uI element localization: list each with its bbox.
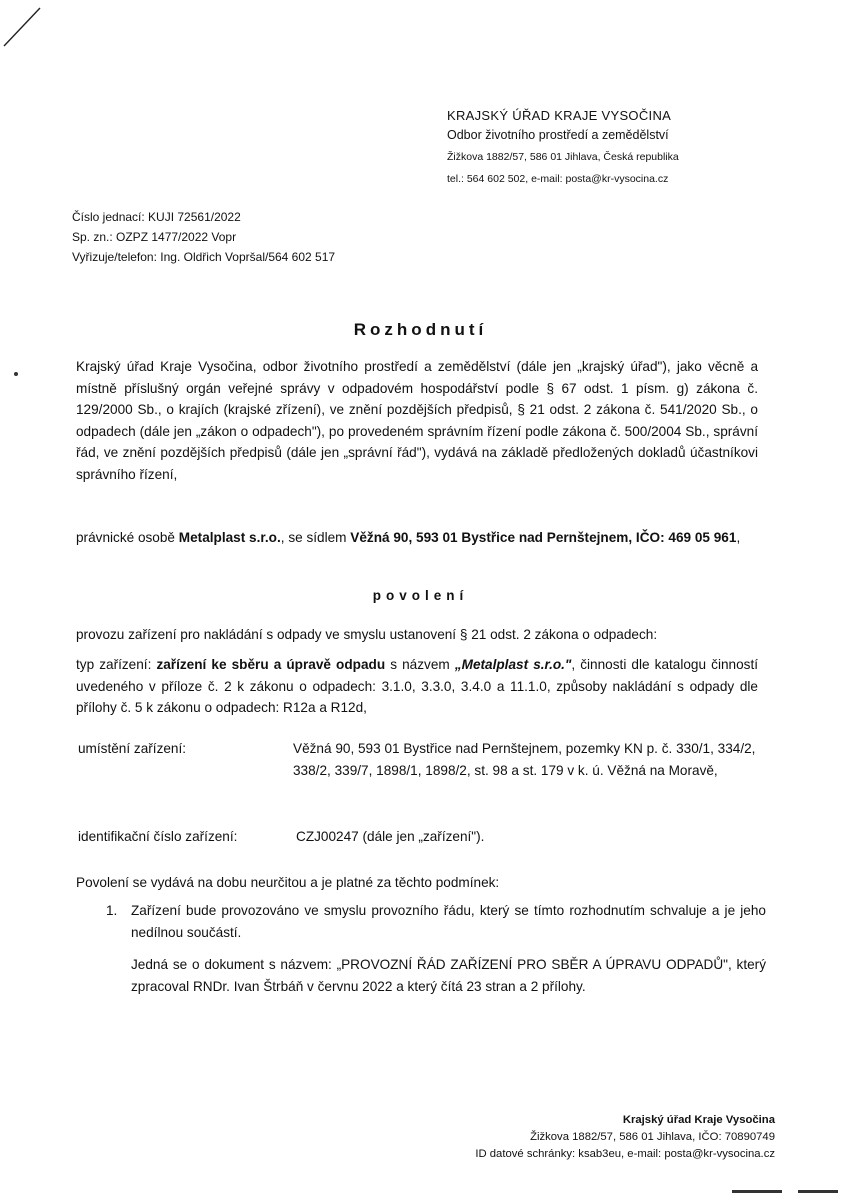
facility-name: „Metalplast s.r.o." [454,657,572,672]
recipient-seat: Věžná 90, 593 01 Bystřice nad Pernštejnem, [350,530,633,545]
conditions-list [106,900,766,1008]
reference-number: Číslo jednací: KUJI 72561/2022 [72,210,241,224]
condition-text: Zařízení bude provozováno ve smyslu provozního řádu, který se tímto rozhodnutím schvaluje a je jeho nedílnou součástí. [131,903,766,940]
office-contact: tel.: 564 602 502, e-mail: posta@kr-vysocina.cz [447,173,669,185]
office-name: KRAJSKÝ ÚŘAD KRAJE VYSOČINA [447,108,672,123]
section-subtitle: povolení [372,588,469,603]
facility-type: zařízení ke sběru a úpravě odpadu [156,657,386,672]
facility-type-middle: s názvem [385,657,455,672]
footer-office-name: Krajský úřad Kraje Vysočina [622,1114,775,1126]
conditions-intro: Povolení se vydává na dobu neurčitou a je platné za těchto podmínek: [76,875,500,890]
recipient-suffix: , [736,530,741,545]
facility-id-label: identifikační číslo zařízení: [78,829,238,844]
pen-stroke-mark [0,0,60,60]
operation-text: provozu zařízení pro nakládání s odpady ve smyslu ustanovení § 21 odst. 2 zákona o odpadech: [76,627,658,642]
department-name: Odbor životního prostředí a zemědělství [447,128,669,142]
recipient-name: Metalplast s.r.o. [178,530,281,545]
recipient-id: IČO: 469 05 961 [635,530,737,545]
scan-edge-marks [730,1190,840,1194]
footer-contact: ID datové schránky: ksab3eu, e-mail: posta@kr-vysocina.cz [475,1148,775,1160]
facility-type-prefix: typ zařízení: [76,657,157,672]
condition-detail: Jedná se o dokument s názvem: „PROVOZNÍ ŘÁD ZAŘÍZENÍ PRO SBĚR A ÚPRAVU ODPADŮ", který zpracoval RNDr. Ivan Štrbáň v červnu 2022 a který čítá 23 stran a 2 přílohy. [131,957,766,994]
intro-paragraph: Krajský úřad Kraje Vysočina, odbor životního prostředí a zemědělství (dále jen „krajský úřad"), jako věcně a místně příslušný orgán veřejné správy v odpadovém hospodářství podle § 67 odst. 1 písm. g) zákona č. 129/2000 Sb., o krajích (krajské zřízení), ve znění pozdějších předpisů, § 21 odst. 2 zákona č. 541/2020 Sb., o odpadech (dále jen „zákon o odpadech"), po provedeném správním řízení podle zákona č. 500/2004 Sb., správní řád, ve znění pozdějších předpisů (dále jen „správní řád"), vydává na základě předložených dokladů účastníkovi správního řízení, [76,359,758,482]
facility-type-paragraph [76,654,758,719]
condition-number: 1. [106,903,118,918]
file-number: Sp. zn.: OZPZ 1477/2022 Vopr [72,230,237,244]
scan-dot [14,372,18,376]
location-label: umístění zařízení: [78,741,187,756]
office-address: Žižkova 1882/57, 586 01 Jihlava, Česká republika [447,151,679,163]
recipient-middle: , se sídlem [280,530,351,545]
location-value: Věžná 90, 593 01 Bystřice nad Pernštejnem, pozemky KN p. č. 330/1, 334/2, 338/2, 339/7, 1898/1, 1898/2, st. 98 a st. 179 v k. ú. Věžná na Moravě, [293,741,756,778]
list-item [106,900,766,1008]
recipient-prefix: právnické osobě [76,530,179,545]
document-title: Rozhodnutí [353,320,488,339]
handler-contact: Vyřizuje/telefon: Ing. Oldřich Vopršal/564 602 517 [72,250,336,264]
footer [475,1112,775,1163]
footer-address: Žižkova 1882/57, 586 01 Jihlava, IČO: 70890749 [530,1131,775,1143]
facility-type-rest: , činnosti dle katalogu činností uvedeného v příloze č. 2 k zákonu o odpadech: 3.1.0, 3.3.0, 3.4.0 a 11.1.0, způsoby nakládání s odpady dle přílohy č. 5 k zákonu o odpadech: R12a a R12d, [76,657,758,716]
reference-block [72,207,492,267]
letterhead [447,107,827,190]
facility-id-value: CZJ00247 (dále jen „zařízení"). [296,829,485,844]
recipient-paragraph [76,527,758,549]
condition-body [131,900,766,1008]
